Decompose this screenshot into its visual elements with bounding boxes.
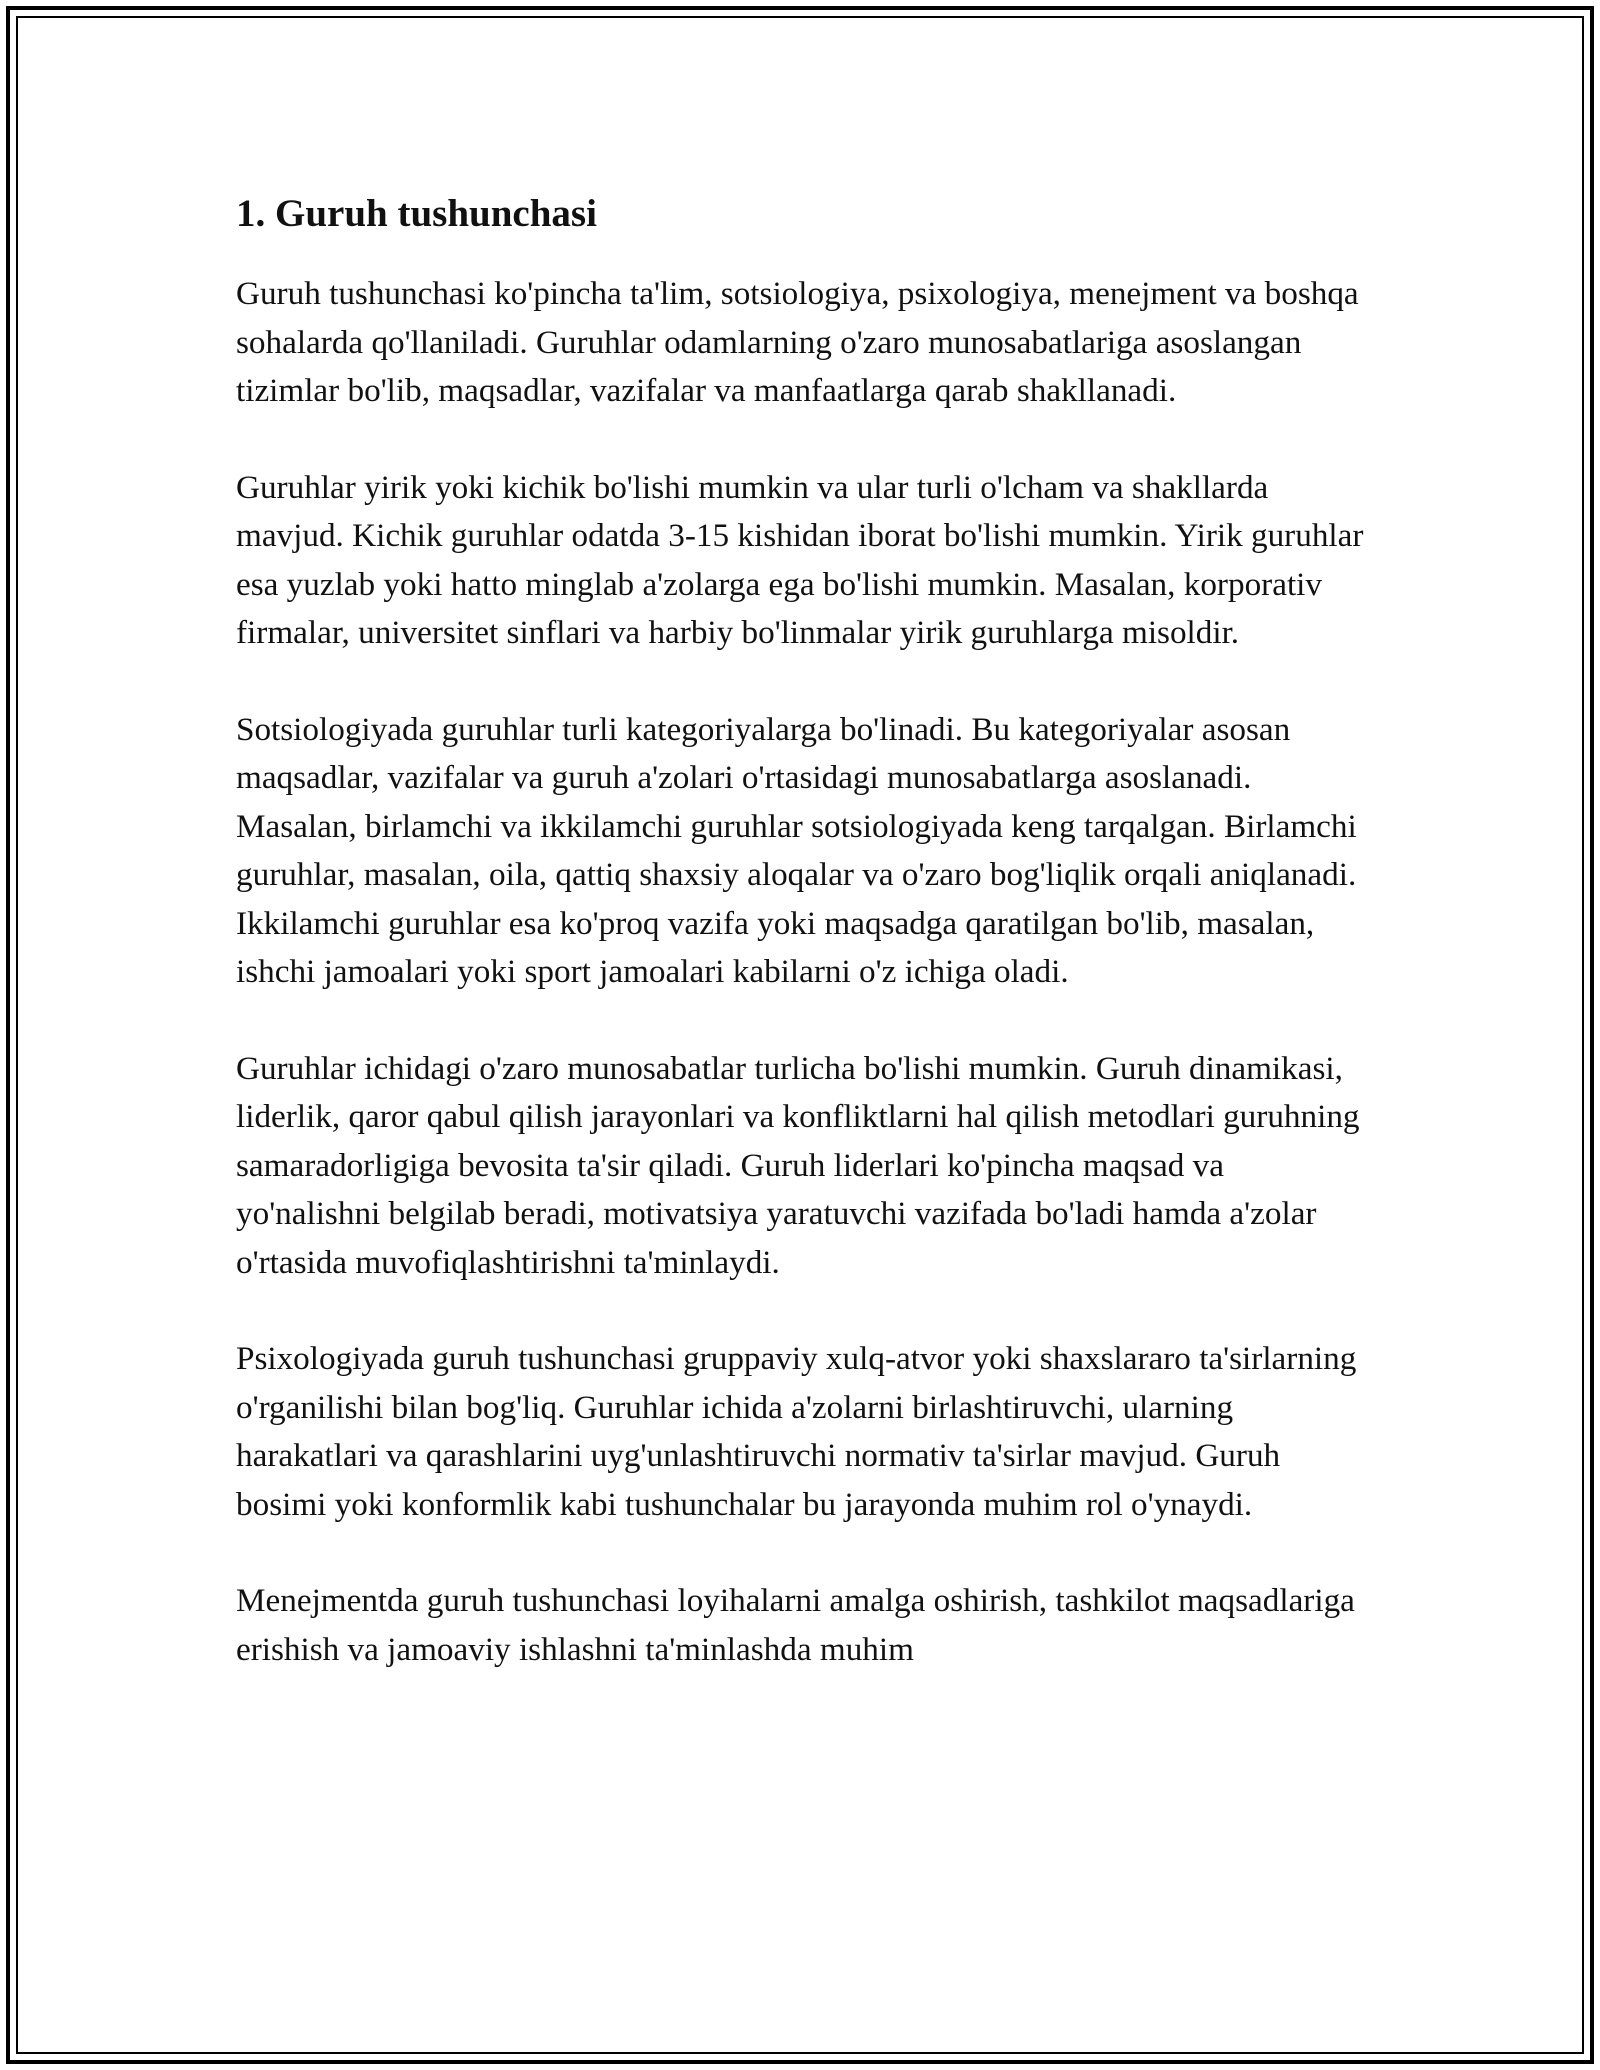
- paragraph-5: Psixologiyada guruh tushunchasi gruppaviy xulq-atvor yoki shaxslararo ta'sirlarning o'rganilishi bilan bog'liq. Guruhlar ichida a'zolarni birlashtiruvchi, ularning harakatlari va qarashlarini uyg'unlashtiruvchi normativ ta'sirlar mavjud. Guruh bosimi yoki konformlik kabi tushunchalar bu jarayonda muhim rol o'ynaydi.: [236, 1340, 1357, 1523]
- paragraph-2: Guruhlar yirik yoki kichik bo'lishi mumkin va ular turli o'lcham va shakllarda mavjud. Kichik guruhlar odatda 3-15 kishidan iborat bo'lishi mumkin. Yirik guruhlar esa yuzlab yoki hatto minglab a'zolarga ega bo'lishi mumkin. Masalan, korporativ firmalar, universitet sinflari va harbiy bo'linmalar yirik guruhlarga misoldir.: [236, 468, 1364, 651]
- paragraph-3: Sotsiologiyada guruhlar turli kategoriyalarga bo'linadi. Bu kategoriyalar asosan maqsadlar, vazifalar va guruh a'zolari o'rtasidagi munosabatlarga asoslanadi. Masalan, birlamchi va ikkilamchi guruhlar sotsiologiyada keng tarqalgan. Birlamchi guruhlar, masalan, oila, qattiq shaxsiy aloqalar va o'zaro bog'liqlik orqali aniqlanadi. Ikkilamchi guruhlar esa ko'proq vazifa yoki maqsadga qaratilgan bo'lib, masalan, ishchi jamoalari yoki sport jamoalari kabilarni o'z ichiga oladi.: [236, 710, 1357, 990]
- section-heading: 1. Guruh tushunchasi: [236, 192, 597, 235]
- paragraph-1: Guruh tushunchasi ko'pincha ta'lim, sotsiologiya, psixologiya, menejment va boshqa sohalarda qo'llaniladi. Guruhlar odamlarning o'zaro munosabatlariga asoslangan tizimlar bo'lib, maqsadlar, vazifalar va manfaatlarga qarab shakllanadi.: [236, 275, 1359, 409]
- document-body: [236, 186, 1376, 1722]
- paragraph-4: Guruhlar ichidagi o'zaro munosabatlar turlicha bo'lishi mumkin. Guruh dinamikasi, liderlik, qaror qabul qilish jarayonlari va konfliktlarni hal qilish metodlari guruhning samaradorligiga bevosita ta'sir qiladi. Guruh liderlari ko'pincha maqsad va yo'nalishni belgilab beradi, motivatsiya yaratuvchi vazifada bo'ladi hamda a'zolar o'rtasida muvofiqlashtirishni ta'minlaydi.: [236, 1049, 1360, 1281]
- paragraph-6: Menejmentda guruh tushunchasi loyihalarni amalga oshirish, tashkilot maqsadlariga erishish va jamoaviy ishlashni ta'minlashda muhim: [236, 1582, 1355, 1668]
